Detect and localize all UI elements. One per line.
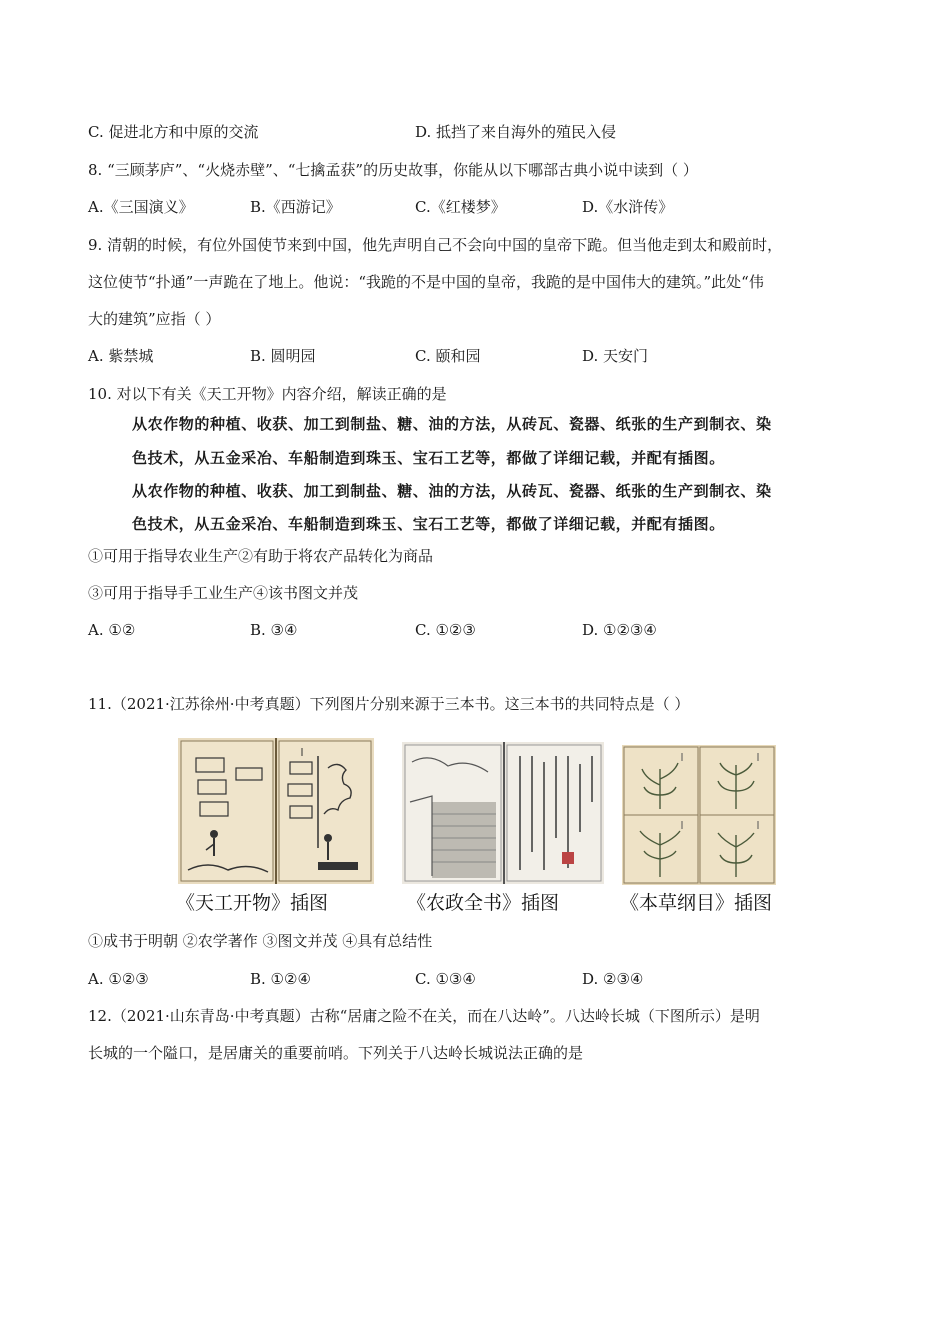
q8-stem: 8. “三顾茅庐”、“火烧赤壁”、“七擒孟获”的历史故事，你能从以下哪部古典小说中读到（ ）: [88, 161, 698, 179]
q9-option-d: D. 天安门: [582, 347, 649, 365]
q8-option-d: D.《水浒传》: [582, 198, 674, 216]
nongzheng-quanshu-illustration: [402, 742, 604, 884]
q10-stem: 10. 对以下有关《天工开物》内容介绍，解读正确的是: [88, 385, 447, 403]
q9-stem-line-1: 9. 清朝的时候，有位外国使节来到中国，他先声明自己不会向中国的皇帝下跪。但当他走到太和殿前时，: [88, 236, 783, 254]
q12-stem-line-2: 长城的一个隘口，是居庸关的重要前哨。下列关于八达岭长城说法正确的是: [88, 1044, 584, 1062]
q10-quote-line-3: 从农作物的种植、收获、加工到制盐、糖、油的方法，从砖瓦、瓷器、纸张的生产到制衣、染: [132, 482, 772, 500]
q11-option-b: B. ①②④: [250, 970, 311, 988]
q10-quote-line-1: 从农作物的种植、收获、加工到制盐、糖、油的方法，从砖瓦、瓷器、纸张的生产到制衣、染: [132, 415, 772, 433]
q11-option-c: C. ①③④: [415, 970, 476, 988]
q9-stem-line-2: 这位使节“扑通”一声跪在了地上。他说：“我跪的不是中国的皇帝，我跪的是中国伟大的建筑。”此处“伟: [88, 273, 764, 291]
q9-option-a: A. 紫禁城: [88, 347, 154, 365]
q9-option-c: C. 颐和园: [415, 347, 481, 365]
q7-option-d: D. 抵挡了来自海外的殖民入侵: [415, 123, 617, 141]
q9-stem-line-3: 大的建筑”应指（ ）: [88, 310, 221, 328]
q8-option-b: B.《西游记》: [250, 198, 341, 216]
q11-option-d: D. ②③④: [582, 970, 644, 988]
q10-option-a: A. ①②: [88, 621, 136, 639]
bencao-gangmu-illustration: [622, 745, 776, 885]
q11-statements: ①成书于明朝 ②农学著作 ③图文并茂 ④具有总结性: [88, 932, 433, 950]
q10-option-c: C. ①②③: [415, 621, 476, 639]
q10-option-b: B. ③④: [250, 621, 298, 639]
caption-nongzheng-quanshu: 《农政全书》插图: [407, 892, 560, 914]
q8-option-c: C.《红楼梦》: [415, 198, 506, 216]
q10-statements-line-2: ③可用于指导手工业生产④该书图文并茂: [88, 584, 359, 602]
q12-stem-line-1: 12.（2021·山东青岛·中考真题）古称“居庸之险不在关，而在八达岭”。八达岭长城（下图所示）是明: [88, 1007, 760, 1025]
q11-stem: 11.（2021·江苏徐州·中考真题）下列图片分别来源于三本书。这三本书的共同特点是（ ）: [88, 695, 690, 713]
q8-option-a: A.《三国演义》: [88, 198, 194, 216]
q10-option-d: D. ①②③④: [582, 621, 657, 639]
q10-quote-line-2: 色技术，从五金采冶、车船制造到珠玉、宝石工艺等，都做了详细记载，并配有插图。: [132, 449, 725, 467]
q11-option-a: A. ①②③: [88, 970, 149, 988]
tiangong-kaiwu-illustration: [178, 738, 374, 884]
q9-option-b: B. 圆明园: [250, 347, 316, 365]
q10-statements-line-1: ①可用于指导农业生产②有助于将农产品转化为商品: [88, 547, 434, 565]
q10-quote-line-4: 色技术，从五金采冶、车船制造到珠玉、宝石工艺等，都做了详细记载，并配有插图。: [132, 515, 725, 533]
caption-bencao-gangmu: 《本草纲目》插图: [620, 892, 773, 914]
q7-option-c: C. 促进北方和中原的交流: [88, 123, 259, 141]
caption-tiangong-kaiwu: 《天工开物》插图: [176, 892, 329, 914]
